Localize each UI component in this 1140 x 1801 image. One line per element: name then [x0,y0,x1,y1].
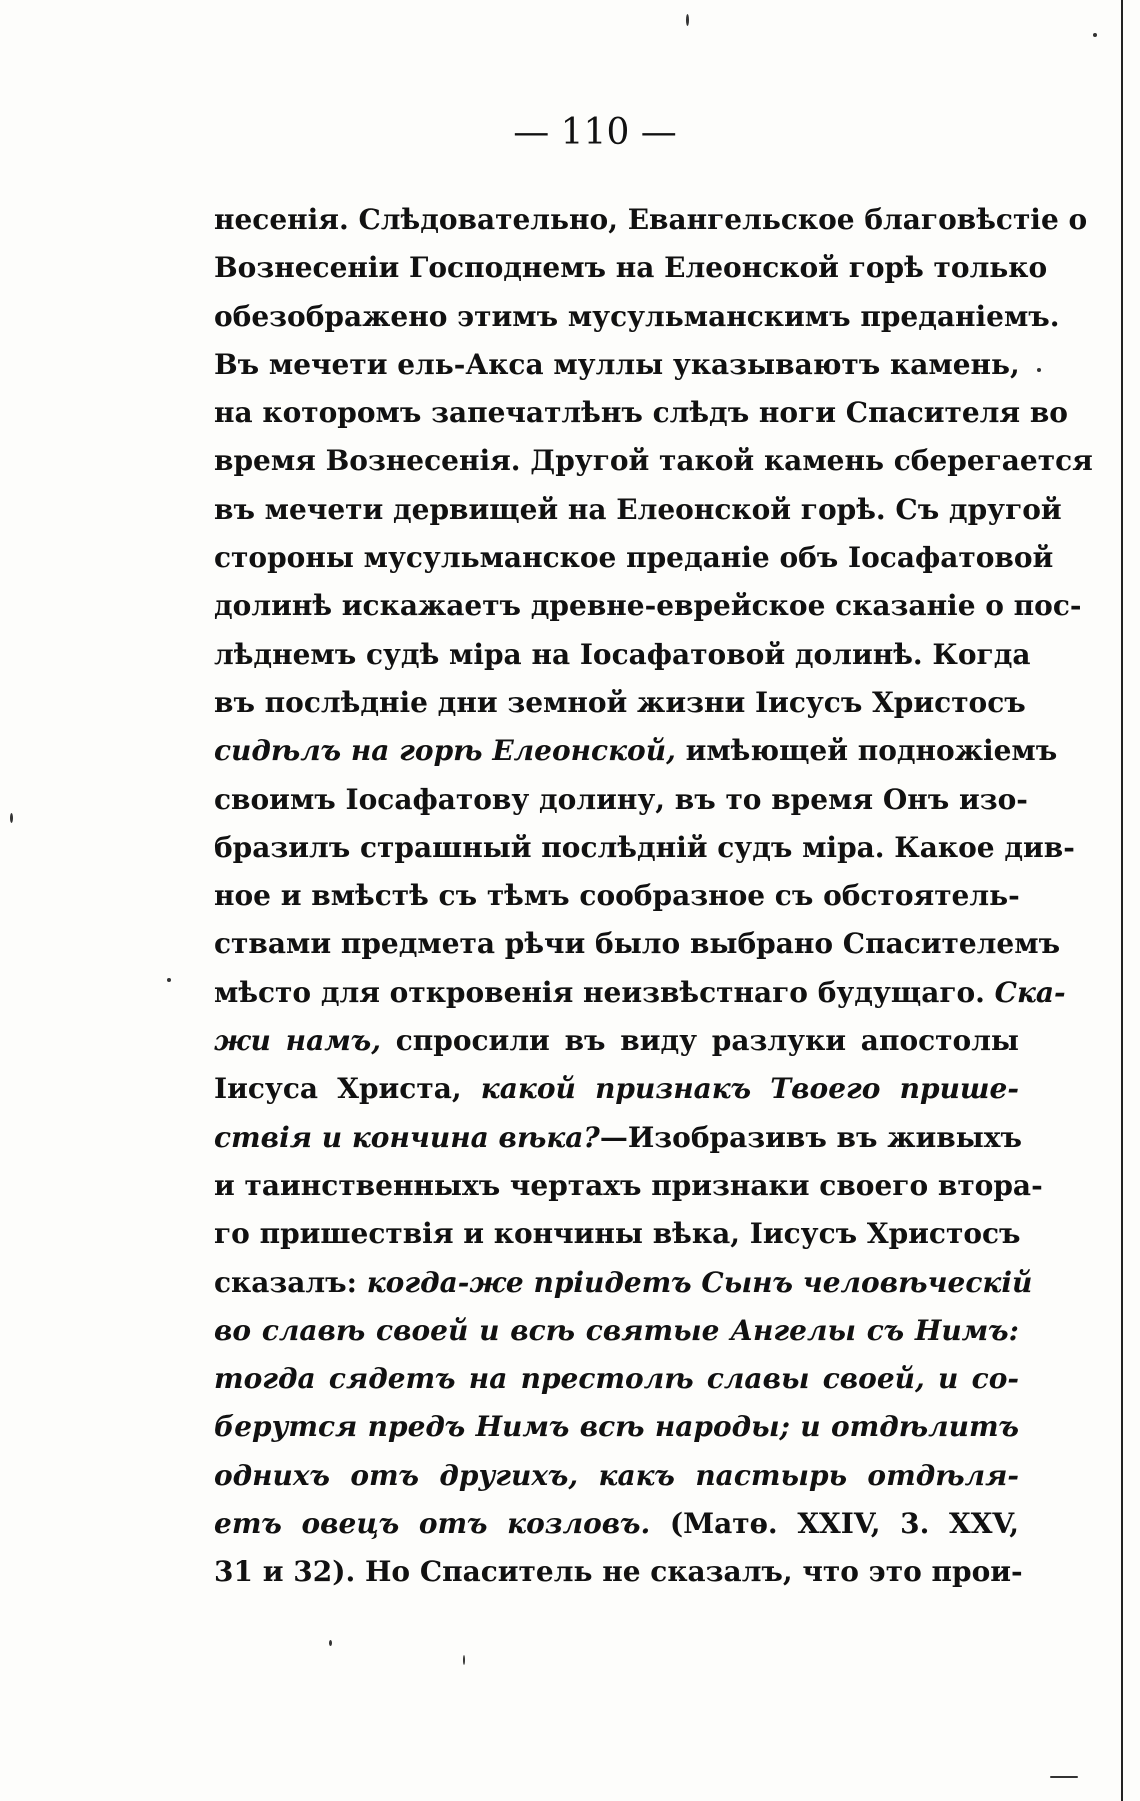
line-text: долинѣ искажаетъ древне-еврейское сказаніе о пос- [214,589,1082,623]
line-text: своимъ Іосафатову долину, въ то время Онъ изо- [214,782,1028,816]
line-text: стороны мусульманское преданіе объ Іосафатовой [214,541,1054,575]
line-text: на которомъ запечатлѣнъ слѣдъ ноги Спасителя во [214,396,1068,430]
text-line [214,824,1075,872]
line-text: обезображено этимъ мусульманскимъ преданіемъ. [214,299,1060,333]
text-line [214,872,1019,920]
line-text: несенія. Слѣдовательно, Евангельское благовѣстіе о [214,203,1088,236]
italic-text: когда-же пріидетъ Сынъ человѣческій [366,1265,1033,1299]
text-line [214,1065,1019,1113]
text-line [214,486,1062,534]
line-text: ное и вмѣстѣ съ тѣмъ сообразное съ обстоятель- [214,879,1020,913]
italic-text: берутся предъ Нимъ всѣ народы; и отдѣлитъ [214,1410,1019,1444]
scan-speck [1093,33,1097,37]
line-text: сказалъ: [214,1265,367,1299]
italic-text: во славѣ своей и всѣ святые Ангелы съ Нимъ: [214,1313,1019,1347]
italic-text: жи намъ, [214,1024,381,1058]
italic-text: однихъ отъ другихъ, какъ пастырь отдѣля- [214,1458,1019,1492]
text-line [214,1307,1019,1355]
line-text: Іисуса Христа, [214,1072,481,1106]
text-line [214,1017,1019,1065]
text-line [214,1259,1033,1307]
text-line [214,1452,1019,1500]
line-text: лѣднемъ судѣ міра на Іосафатовой долинѣ. Когда [214,637,1031,671]
text-line [214,969,1066,1017]
text-line [214,1210,1019,1258]
italic-text: Ска- [994,975,1066,1009]
text-line [214,727,1058,775]
scan-speck [1037,368,1041,372]
text-line [214,389,1068,437]
page-number: — 110 — [513,112,677,153]
italic-text: какой признакъ Твоего прише- [480,1072,1019,1106]
scan-speck [1050,1776,1078,1778]
text-line [214,341,1019,389]
scan-speck [167,978,171,982]
line-text: имѣющей подножіемъ [675,734,1058,768]
text-line [214,582,1082,630]
line-text: въ послѣдніе дни земной жизни Іисусъ Христосъ [214,685,1026,719]
italic-text: етъ овецъ отъ козловъ. [214,1507,651,1541]
text-line [214,1162,1043,1210]
scan-speck [686,14,689,26]
text-line [214,776,1028,824]
scan-speck [463,1655,465,1665]
line-text: Въ мечети ель-Акса муллы указываютъ камень, [214,347,1020,381]
scan-speck [10,813,13,823]
page-edge-rule [1121,0,1123,1801]
line-text: (Матѳ. XXIV, 3. XXV, [650,1507,1019,1541]
text-line [214,631,1031,679]
line-text: и таинственныхъ чертахъ признаки своего втора- [214,1168,1043,1202]
italic-text: сидѣлъ на горѣ Елеонской, [214,734,676,768]
text-line [214,1355,1019,1403]
line-text: —Изобразивъ въ живыхъ [599,1120,1022,1154]
line-text: го пришествія и кончины вѣка, Іисусъ Христосъ [214,1217,1021,1251]
text-line [214,437,1093,485]
line-text: спросили въ виду разлуки апостолы [380,1024,1019,1058]
line-text: Вознесеніи Господнемъ на Елеонской горѣ только [214,251,1048,285]
line-text: 31 и 32). Но Спаситель не сказалъ, что это прои- [214,1555,1023,1589]
text-line [214,1500,1019,1548]
text-line [214,244,1048,292]
text-line [214,679,1026,727]
line-text: въ мечети дервищей на Елеонской горѣ. Съ другой [214,492,1062,526]
line-text: бразилъ страшный послѣдній судъ міра. Какое див- [214,830,1075,864]
text-line [214,293,1060,341]
scan-speck [329,1640,332,1646]
body-text [214,196,1093,1597]
line-text: мѣсто для откровенія неизвѣстнаго будущаго. [214,975,995,1009]
text-line [214,1403,1019,1451]
text-line [214,1114,1022,1162]
italic-text: тогда сядетъ на престолѣ славы своей, и со- [214,1362,1019,1396]
italic-text: ствія и кончина вѣка? [214,1120,600,1154]
text-line [214,920,1061,968]
line-text: время Вознесенія. Другой такой камень сберегается [214,444,1093,478]
line-text: ствами предмета рѣчи было выбрано Спасителемъ [214,927,1061,961]
text-line [214,196,1088,244]
text-line [214,534,1054,582]
text-line [214,1548,1023,1596]
